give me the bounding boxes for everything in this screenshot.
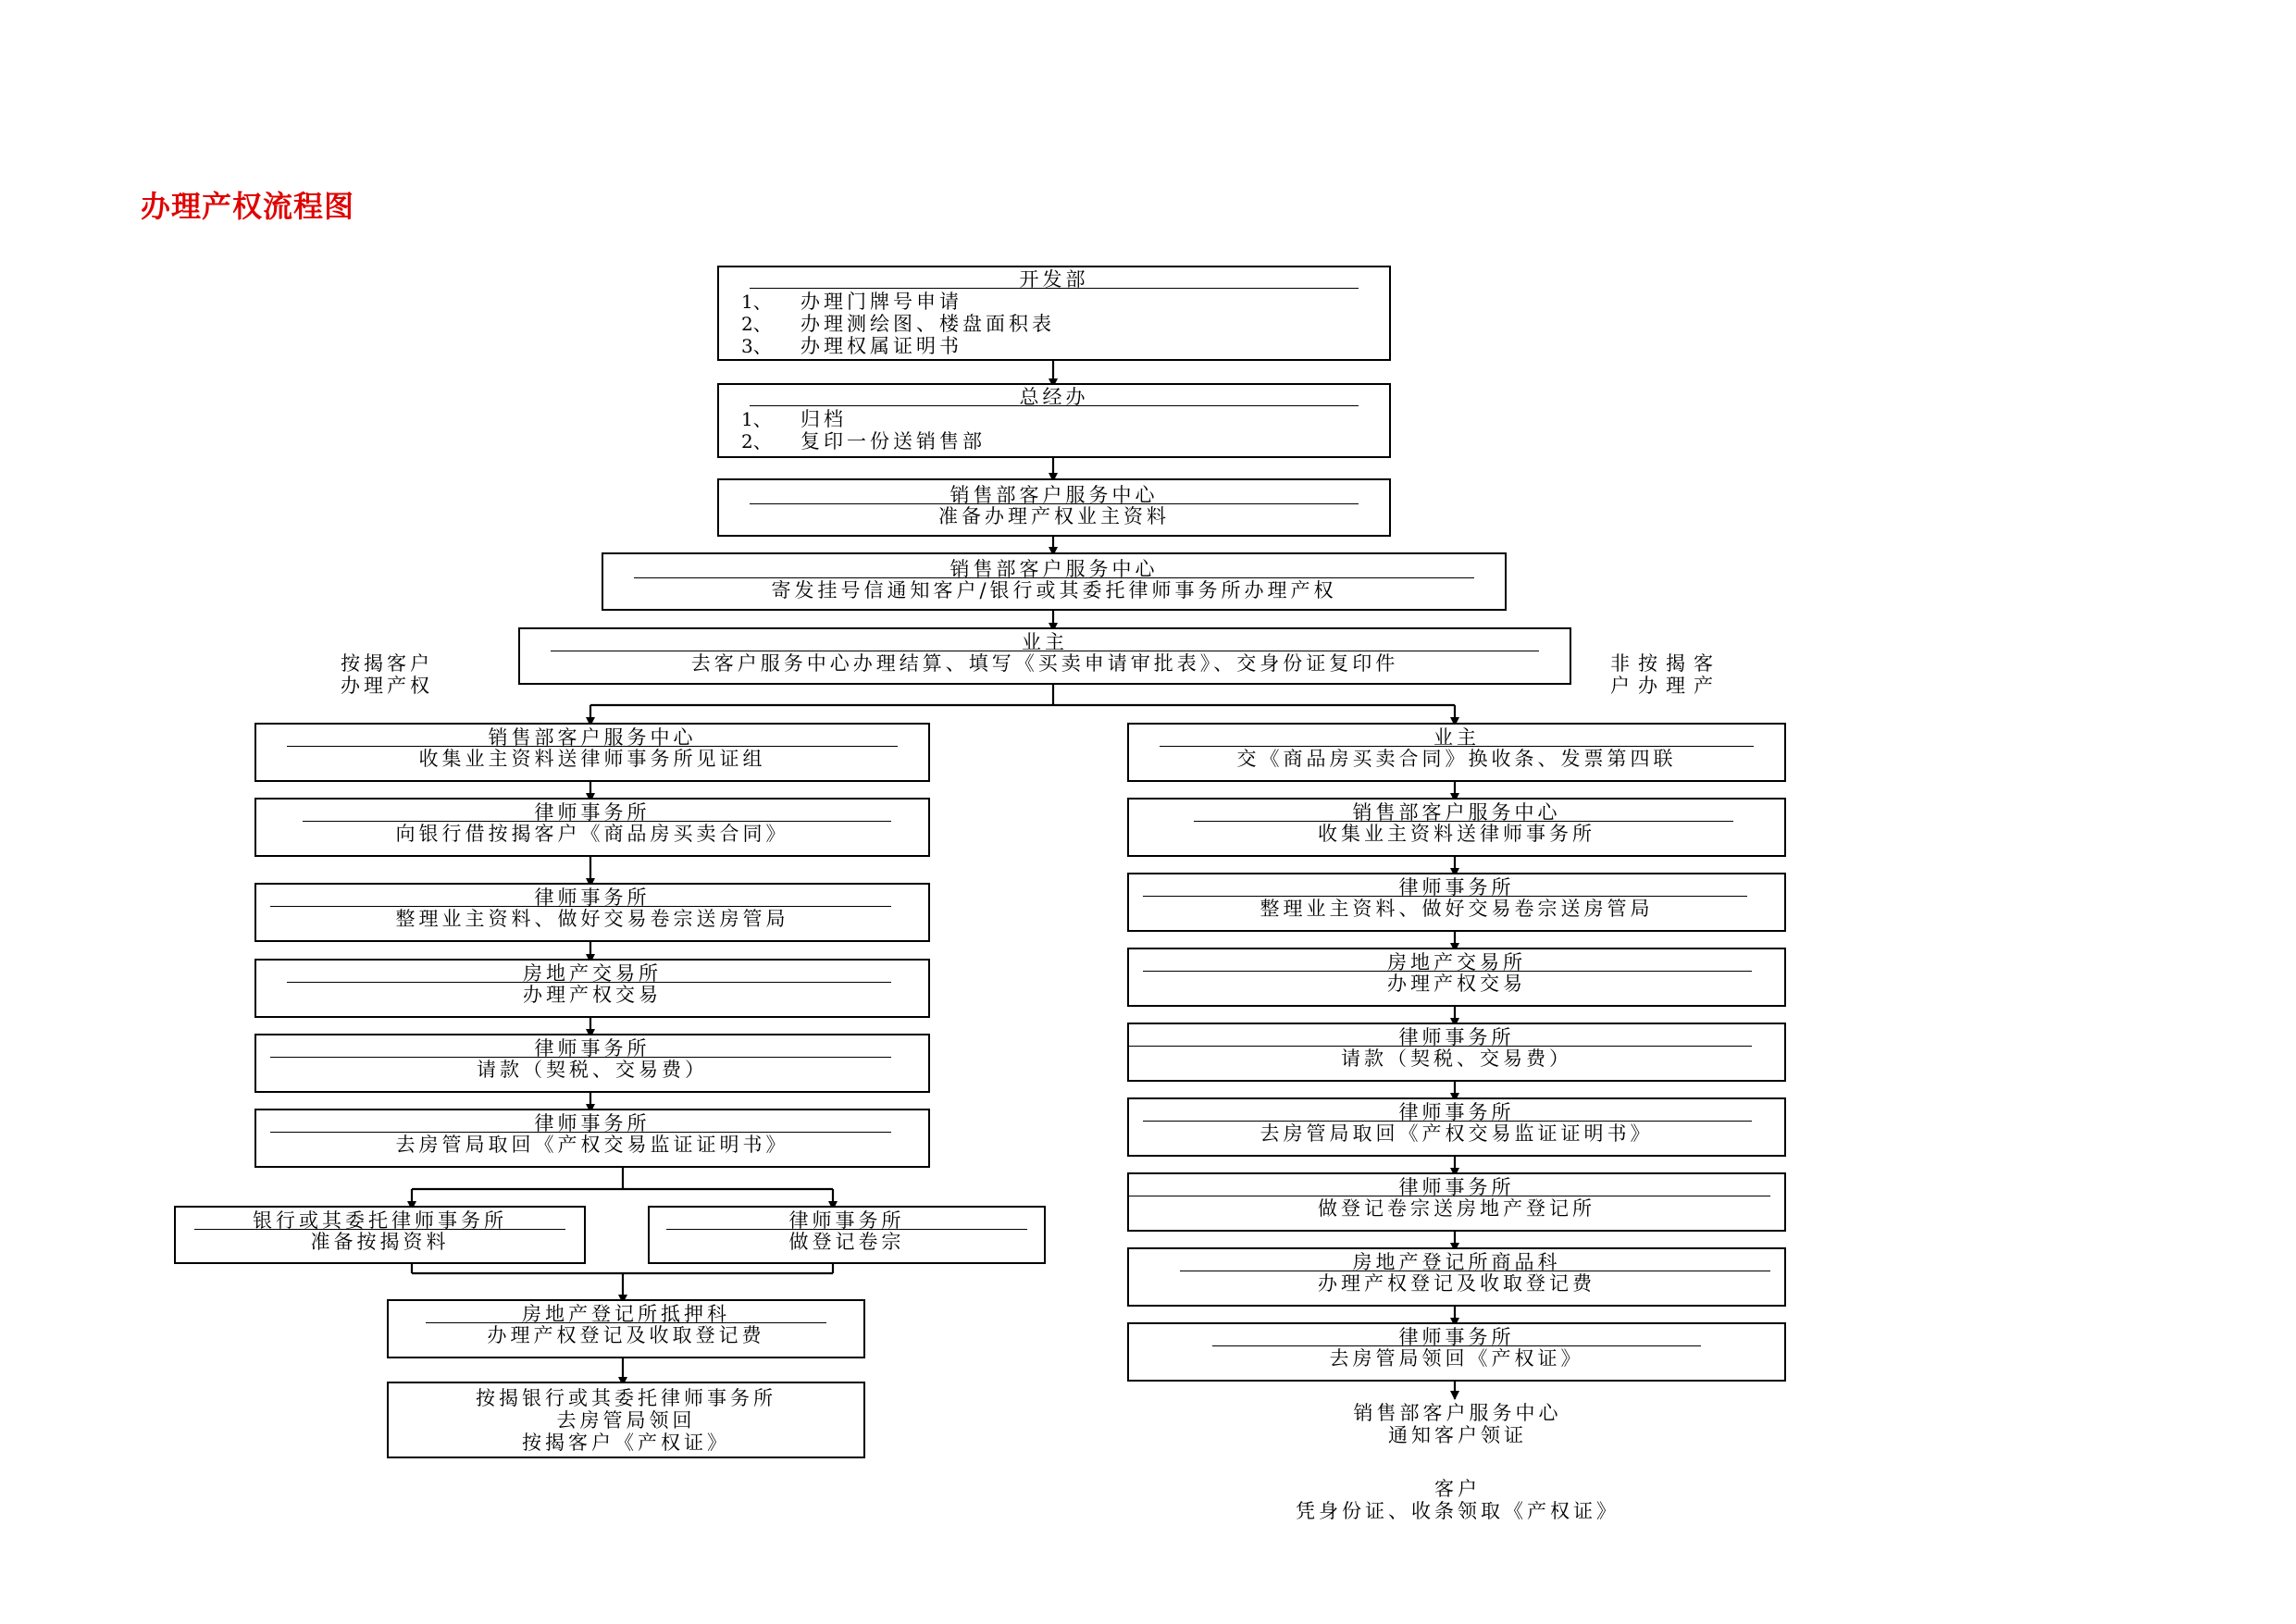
box-left-5 xyxy=(254,1034,930,1093)
box-title: 房地产交易所 xyxy=(523,962,662,985)
item-number: 1、 xyxy=(741,408,772,430)
branch-label-non-mortgage xyxy=(1610,652,1721,697)
box-title: 总经办 xyxy=(1019,386,1089,408)
box-right-3 xyxy=(1127,873,1786,932)
text-line: 客户 xyxy=(1434,1478,1481,1500)
box-left-mortgage-registry xyxy=(387,1299,865,1358)
item-number: 3、 xyxy=(741,335,772,357)
box-title: 销售部客户服务中心 xyxy=(1352,801,1561,824)
box-title: 律师事务所 xyxy=(534,1112,651,1134)
right-notify-text xyxy=(1249,1402,1666,1446)
text-line: 凭身份证、收条领取《产权证》 xyxy=(1296,1500,1620,1522)
title-underline xyxy=(750,503,1359,504)
box-text: 去房管局领回 xyxy=(556,1409,696,1432)
item-text: 办理测绘图、楼盘面积表 xyxy=(800,313,1055,335)
title-underline xyxy=(303,821,891,822)
item-number: 1、 xyxy=(741,291,772,313)
box-text: 按揭银行或其委托律师事务所 xyxy=(476,1387,776,1409)
box-text: 请款（契税、交易费） xyxy=(477,1059,708,1081)
title-underline xyxy=(1143,971,1752,972)
box-title: 律师事务所 xyxy=(1398,876,1515,899)
title-underline xyxy=(1143,896,1747,897)
box-owner xyxy=(518,627,1571,685)
box-left-split-bank xyxy=(174,1206,586,1264)
title-underline xyxy=(287,746,898,747)
box-text: 整理业主资料、做好交易卷宗送房管局 xyxy=(395,908,789,930)
box-title: 律师事务所 xyxy=(534,886,651,909)
box-text: 办理产权交易 xyxy=(523,984,662,1006)
box-text: 办理产权登记及收取登记费 xyxy=(1318,1272,1595,1295)
box-title: 律师事务所 xyxy=(1398,1026,1515,1048)
branch-label-mortgage xyxy=(341,652,433,697)
box-text: 去房管局取回《产权交易监证证明书》 xyxy=(1260,1122,1654,1145)
box-text: 请款（契税、交易费） xyxy=(1341,1048,1572,1070)
box-title: 开发部 xyxy=(1019,268,1089,291)
title-underline xyxy=(1143,1121,1752,1122)
label-line: 按揭客户 xyxy=(341,652,433,675)
box-title: 律师事务所 xyxy=(534,1037,651,1060)
box-text: 向银行借按揭客户《商品房买卖合同》 xyxy=(395,823,789,845)
item-number: 2、 xyxy=(741,313,772,335)
box-title: 业主 xyxy=(1022,631,1068,653)
item-text: 办理权属证明书 xyxy=(800,335,962,357)
box-text: 去客户服务中心办理结算、填写《买卖申请审批表》、交身份证复印件 xyxy=(690,652,1399,675)
box-sales-notify xyxy=(602,552,1507,611)
box-text: 准备办理产权业主资料 xyxy=(938,505,1170,527)
title-underline xyxy=(1129,1046,1752,1047)
box-right-1 xyxy=(1127,723,1786,782)
box-title: 房地产交易所 xyxy=(1387,951,1526,973)
box-title: 律师事务所 xyxy=(1398,1101,1515,1123)
label-line: 非按揭客 xyxy=(1610,652,1721,675)
box-left-1 xyxy=(254,723,930,782)
box-text: 准备按揭资料 xyxy=(310,1231,450,1253)
box-right-5 xyxy=(1127,1023,1786,1082)
box-left-3 xyxy=(254,883,930,942)
right-customer-text xyxy=(1194,1478,1721,1522)
title-underline xyxy=(426,1322,826,1323)
box-text: 做登记卷宗 xyxy=(788,1231,905,1253)
box-text: 按揭客户《产权证》 xyxy=(522,1432,730,1454)
box-title: 房地产登记所商品科 xyxy=(1352,1251,1561,1273)
box-kaifabu xyxy=(717,266,1391,361)
box-text: 办理产权登记及收取登记费 xyxy=(487,1324,765,1346)
box-title: 律师事务所 xyxy=(788,1209,905,1232)
box-title: 律师事务所 xyxy=(1398,1176,1515,1198)
item-text: 复印一份送销售部 xyxy=(800,430,986,452)
box-text: 收集业主资料送律师事务所见证组 xyxy=(418,748,766,770)
item-number: 2、 xyxy=(741,430,772,452)
box-text: 办理产权交易 xyxy=(1387,973,1526,995)
text-line: 销售部客户服务中心 xyxy=(1353,1402,1562,1424)
title-underline xyxy=(270,906,891,907)
box-right-7 xyxy=(1127,1172,1786,1232)
title-underline xyxy=(1160,746,1754,747)
item-text: 办理门牌号申请 xyxy=(800,291,962,313)
box-right-4 xyxy=(1127,948,1786,1007)
box-title: 银行或其委托律师事务所 xyxy=(253,1209,507,1232)
title-underline xyxy=(634,577,1474,578)
box-title: 业主 xyxy=(1433,726,1480,749)
box-title: 律师事务所 xyxy=(534,801,651,824)
box-title: 销售部客户服务中心 xyxy=(949,558,1159,580)
item-text: 归档 xyxy=(800,408,847,430)
page-title: 办理产权流程图 xyxy=(141,189,355,224)
title-underline xyxy=(1194,821,1733,822)
box-text: 去房管局取回《产权交易监证证明书》 xyxy=(395,1134,789,1156)
box-left-2 xyxy=(254,798,930,857)
text-line: 通知客户领证 xyxy=(1388,1424,1527,1446)
box-text: 交《商品房买卖合同》换收条、发票第四联 xyxy=(1236,748,1677,770)
box-text: 寄发挂号信通知客户/银行或其委托律师事务所办理产权 xyxy=(771,579,1337,601)
title-underline xyxy=(666,1229,1027,1230)
title-underline xyxy=(750,405,1359,406)
box-text: 收集业主资料送律师事务所 xyxy=(1318,823,1595,845)
box-title: 销售部客户服务中心 xyxy=(488,726,697,749)
title-underline xyxy=(194,1229,565,1230)
box-title: 房地产登记所抵押科 xyxy=(522,1303,730,1325)
box-text: 去房管局领回《产权证》 xyxy=(1329,1347,1584,1370)
box-zongjingban xyxy=(717,383,1391,458)
box-right-8 xyxy=(1127,1247,1786,1307)
box-left-4 xyxy=(254,959,930,1018)
box-title: 律师事务所 xyxy=(1398,1326,1515,1348)
box-title: 销售部客户服务中心 xyxy=(949,484,1159,506)
label-line: 户办理产 xyxy=(1610,675,1721,697)
title-underline xyxy=(270,1057,891,1058)
box-right-9 xyxy=(1127,1322,1786,1382)
title-underline xyxy=(1212,1345,1701,1346)
box-left-6 xyxy=(254,1109,930,1168)
title-underline xyxy=(287,982,891,983)
title-underline xyxy=(750,288,1359,289)
box-right-2 xyxy=(1127,798,1786,857)
box-text: 整理业主资料、做好交易卷宗送房管局 xyxy=(1260,898,1654,920)
box-sales-prepare xyxy=(717,478,1391,537)
box-left-final xyxy=(387,1382,865,1458)
label-line: 办理产权 xyxy=(341,675,433,697)
box-text: 做登记卷宗送房地产登记所 xyxy=(1318,1197,1595,1220)
box-right-6 xyxy=(1127,1097,1786,1157)
title-underline xyxy=(270,1132,891,1133)
box-left-split-lawyer xyxy=(648,1206,1046,1264)
